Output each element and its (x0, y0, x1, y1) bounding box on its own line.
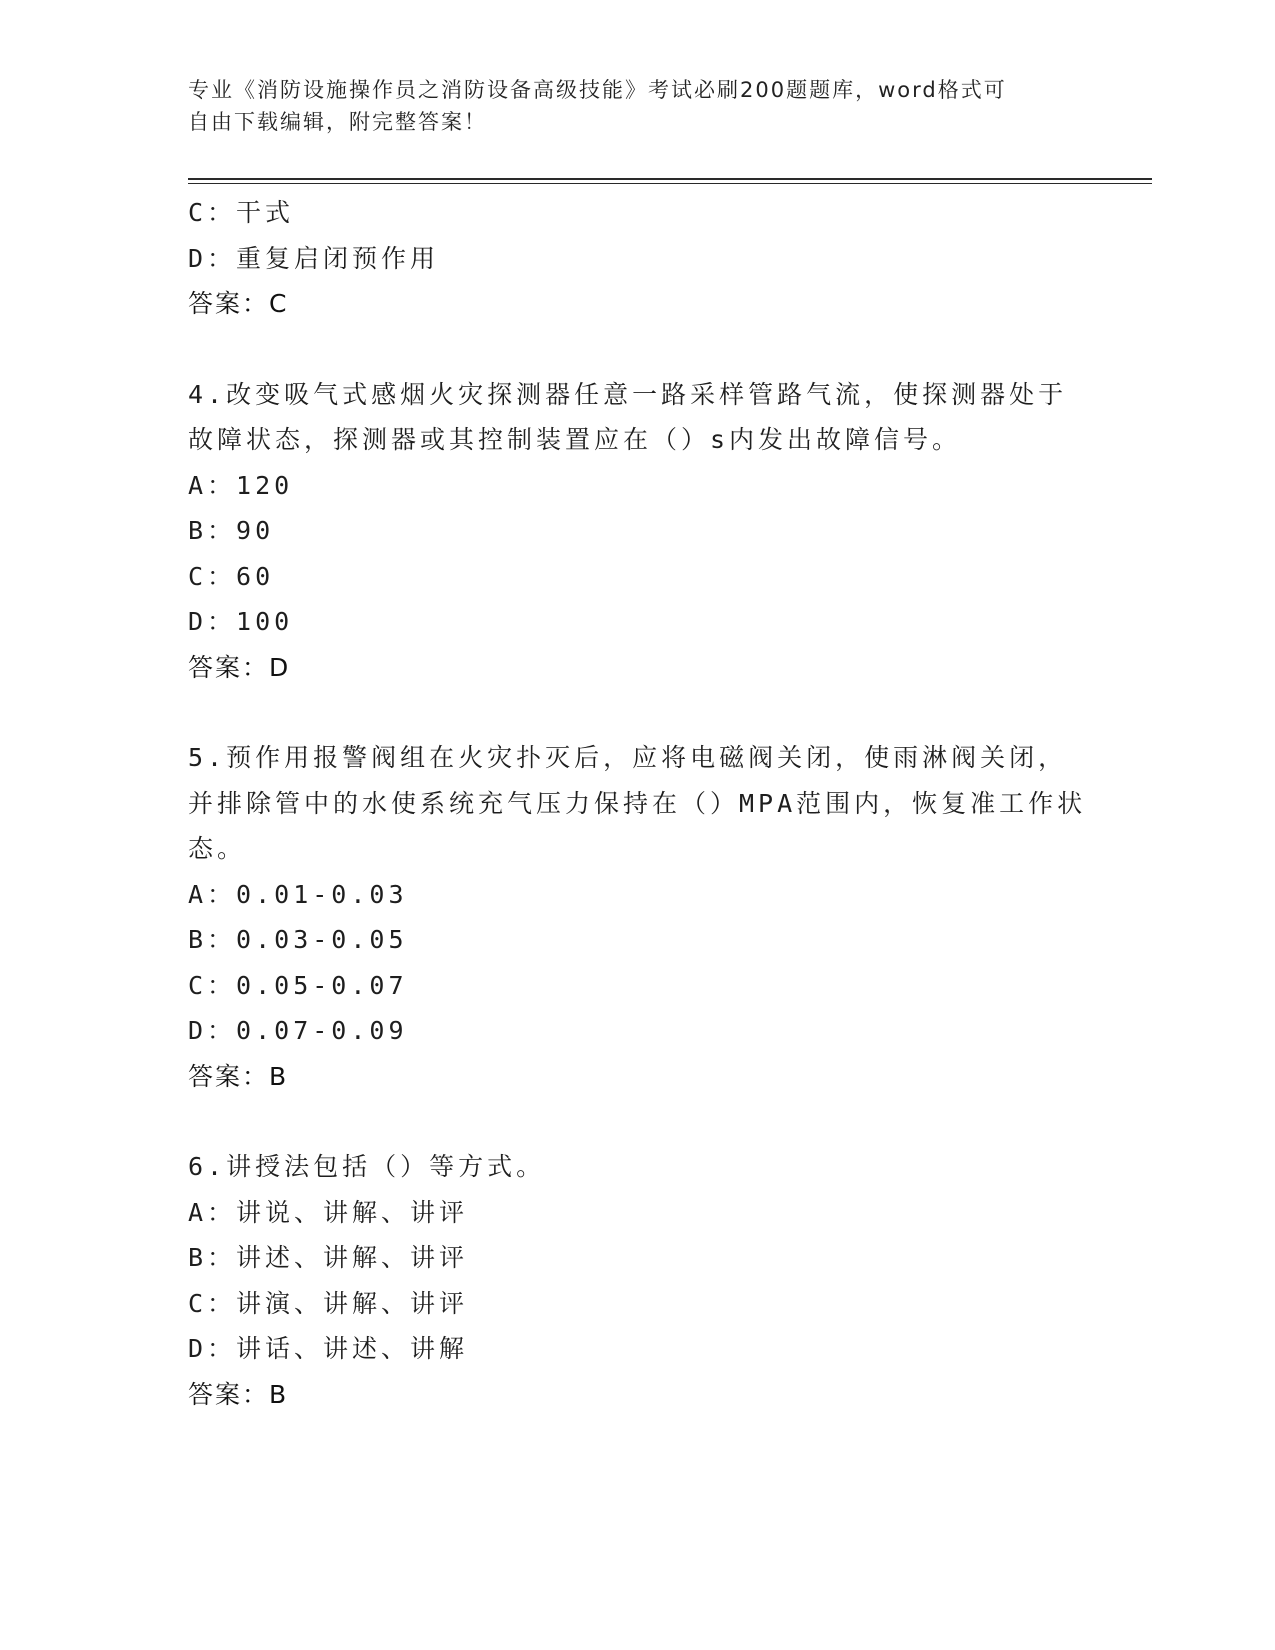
option-d: D：重复启闭预作用 (188, 243, 440, 273)
option-c: C：0.05-0.07 (188, 970, 408, 1000)
answer-line: 答案：D (188, 652, 291, 682)
header-divider-thin (188, 183, 1152, 184)
document-header (188, 74, 1068, 138)
option-d: D：讲话、讲述、讲解 (188, 1334, 469, 1363)
answer-line: 答案：B (188, 1061, 289, 1091)
option-b: B：90 (188, 516, 275, 545)
question-text-line: 故障状态，探测器或其控制装置应在（）s内发出故障信号。 (188, 425, 962, 454)
question-text-line: 态。 (188, 834, 247, 863)
header-divider-thick (188, 178, 1152, 180)
question-block-6 (188, 1144, 1108, 1417)
spacer (188, 327, 1108, 372)
option-c: C：干式 (188, 198, 295, 227)
question-list (188, 190, 1108, 1417)
option-c: C：60 (188, 561, 275, 591)
question-block-4 (188, 372, 1108, 691)
option-c: C：讲演、讲解、讲评 (188, 1288, 469, 1318)
question-block-3 (188, 190, 1108, 327)
header-line-1: 专业《消防设施操作员之消防设备高级技能》考试必刷200题题库，word格式可 (188, 78, 1007, 102)
option-b: B：讲述、讲解、讲评 (188, 1243, 469, 1272)
option-a: A：120 (188, 470, 294, 500)
option-d: D：0.07-0.09 (188, 1016, 408, 1045)
option-a: A：讲说、讲解、讲评 (188, 1197, 469, 1227)
answer-line: 答案：C (188, 289, 289, 318)
question-text-line: 6.讲授法包括（）等方式。 (188, 1152, 546, 1181)
option-a: A：0.01-0.03 (188, 879, 408, 909)
option-d: D：100 (188, 607, 294, 636)
question-text-line: 并排除管中的水使系统充气压力保持在（）MPA范围内，恢复准工作状 (188, 788, 1087, 818)
option-b: B：0.03-0.05 (188, 925, 408, 954)
answer-line: 答案：B (188, 1379, 289, 1409)
spacer (188, 690, 1108, 735)
question-text-line: 5.预作用报警阀组在火灾扑灭后，应将电磁阀关闭，使雨淋阀关闭， (188, 743, 1068, 772)
question-block-5 (188, 735, 1108, 1099)
spacer (188, 1099, 1108, 1144)
question-text-line: 4.改变吸气式感烟火灾探测器任意一路采样管路气流，使探测器处于 (188, 379, 1068, 409)
header-line-2: 自由下载编辑，附完整答案！ (188, 110, 487, 134)
